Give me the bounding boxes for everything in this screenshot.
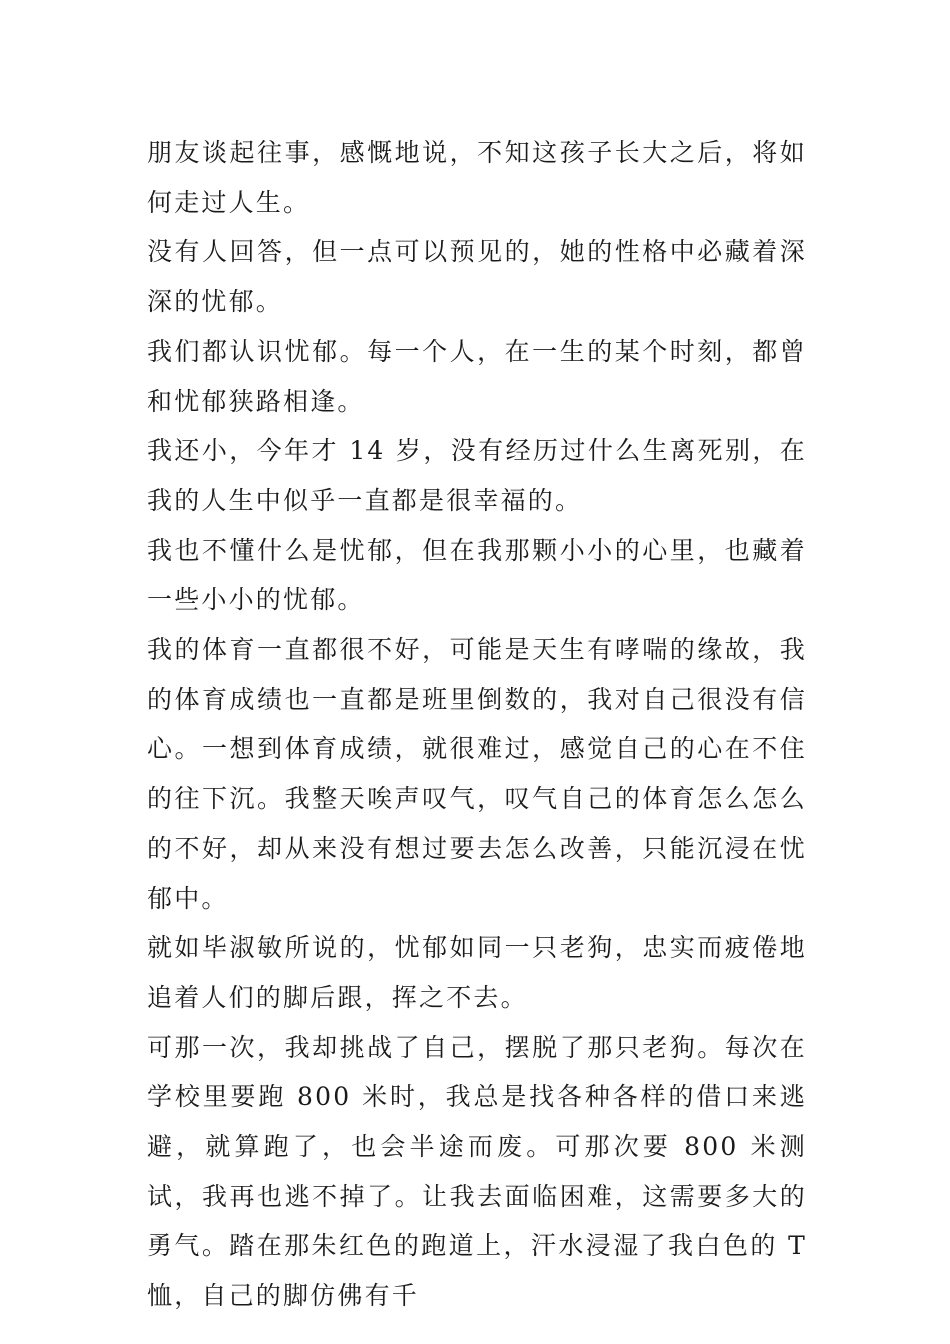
paragraph-8: 可那一次，我却挑战了自己，摆脱了那只老狗。每次在学校里要跑 800 米时，我总是找各种各样的借口来逃避，就算跑了，也会半途而废。可那次要 800 米测试，我再也逃不掉了。让我去面临困难，这需要多大的勇气。踏在那朱红色的跑道上，汗水浸湿了我白色的 T 恤，自己的脚仿佛有千 <box>147 1032 807 1311</box>
paragraph-7: 就如毕淑敏所说的，忧郁如同一只老狗，忠实而疲倦地追着人们的脚后跟，挥之不去。 <box>147 933 807 1012</box>
paragraph-3: 我们都认识忧郁。每一个人，在一生的某个时刻，都曾和忧郁狭路相逢。 <box>147 336 807 416</box>
paragraph-5: 我也不懂什么是忧郁，但在我那颗小小的心里，也藏着一些小小的忧郁。 <box>147 535 807 615</box>
paragraph-6: 我的体育一直都很不好，可能是天生有哮喘的缘故，我的体育成绩也一直都是班里倒数的，我对自己很没有信心。一想到体育成绩，就很难过，感觉自己的心在不住的往下沉。我整天唉声叹气，叹气自己的体育怎么怎么的不好，却从来没有想过要去怎么改善，只能沉浸在忧郁中。 <box>147 635 807 913</box>
paragraph-4: 我还小，今年才 14 岁，没有经历过什么生离死别，在我的人生中似乎一直都是很幸福的。 <box>147 436 807 515</box>
document-body <box>147 128 807 1321</box>
paragraph-1: 朋友谈起往事，感慨地说，不知这孩子长大之后，将如何走过人生。 <box>147 138 807 217</box>
paragraph-2: 没有人回答，但一点可以预见的，她的性格中必藏着深深的忧郁。 <box>147 237 807 317</box>
